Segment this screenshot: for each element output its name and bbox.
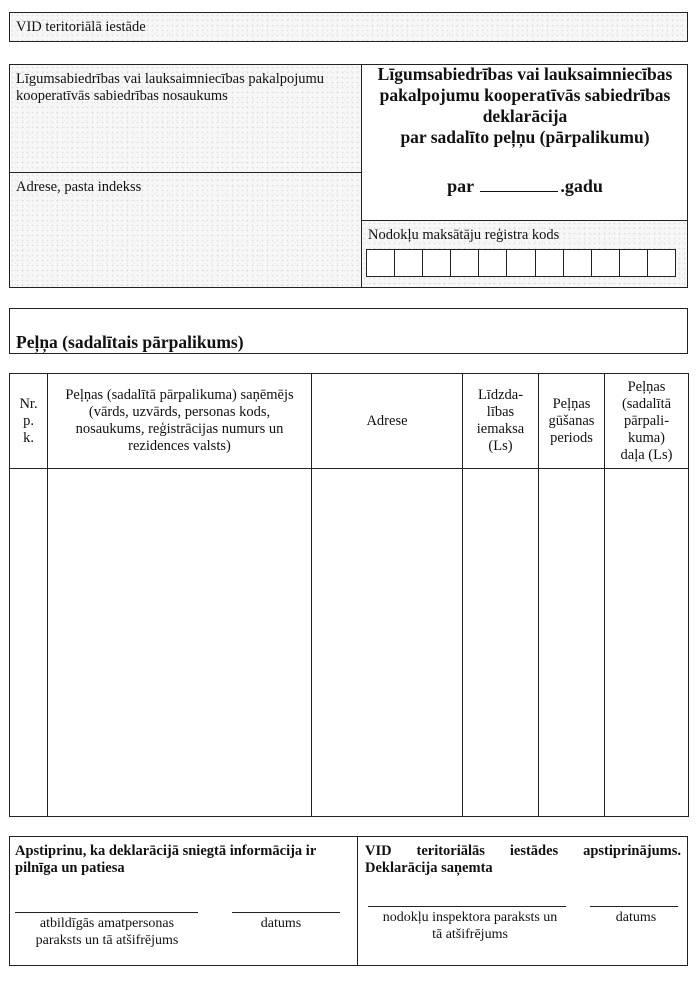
cell-nr[interactable] [10,469,48,817]
company-name-field[interactable] [9,64,362,173]
declaration-year [362,176,688,197]
title-line-2: pakalpojumu kooperatīvās sabiedrības [379,85,671,105]
confirm-right-heading: VID teritoriālās iestādes apstiprinājums. Deklarācija saņemta [365,843,681,876]
company-name-label: Līgumsabiedrības vai lauksaimniecības pakalpojumu kooperatīvās sabiedrības nosaukums [16,71,325,104]
year-prefix: par [447,176,474,196]
title-line-4: par sadalīto peļņu (pārpalikumu) [400,127,650,147]
year-suffix: .gadu [560,176,603,196]
table-row[interactable] [10,469,689,817]
address-label: Adrese, pasta indekss [16,179,142,195]
cell-contribution[interactable] [463,469,539,817]
col-header-share: Peļņas (sadalītā pārpali-kuma) daļa (Ls) [605,374,689,469]
cell-period[interactable] [539,469,605,817]
title-line-3: deklarācija [482,106,568,126]
tax-code-input[interactable] [366,249,676,277]
right-signature-label: nodokļu inspektora paraksts un tā atšifrējums [382,910,558,942]
left-date-line[interactable] [232,912,340,913]
confirm-left-heading: Apstiprinu, ka deklarācijā sniegtā informācija ir pilnīga un patiesa [15,843,317,876]
left-date-label: datums [260,916,302,931]
declaration-title [362,64,688,148]
left-signature-line[interactable] [15,912,198,913]
cell-address[interactable] [312,469,463,817]
col-header-nr: Nr. p. k. [10,374,48,469]
section-header [9,308,688,354]
profit-table [9,373,689,817]
address-field[interactable] [9,172,362,288]
cell-recipient[interactable] [48,469,312,817]
right-date-line[interactable] [590,906,678,907]
cell-share[interactable] [605,469,689,817]
title-line-1: Līgumsabiedrības vai lauksaimniecības [377,64,673,84]
col-header-period: Peļņas gūšanas periods [539,374,605,469]
left-signature-label: atbildīgās amatpersonas paraksts un tā atšifrējums [35,916,179,948]
right-date-label: datums [615,910,657,925]
col-header-contribution: Līdzda-lības iemaksa (Ls) [463,374,539,469]
right-signature-line[interactable] [368,906,566,907]
confirmation-divider [357,836,358,966]
vid-office-label: VID teritoriālā iestāde [16,19,146,35]
col-header-address: Adrese [312,374,463,469]
section-title: Peļņa (sadalītais pārpalikums) [16,332,244,352]
col-header-recipient: Peļņas (sadalītā pārpalikuma) saņēmējs (vārds, uzvārds, personas kods, nosaukums, reģistrācijas numurs un rezidences valsts) [48,374,312,469]
tax-code-label: Nodokļu maksātāju reģistra kods [368,227,560,243]
vid-office-field[interactable] [9,12,688,42]
table-header-row [10,374,689,469]
year-blank-field[interactable] [480,177,558,192]
